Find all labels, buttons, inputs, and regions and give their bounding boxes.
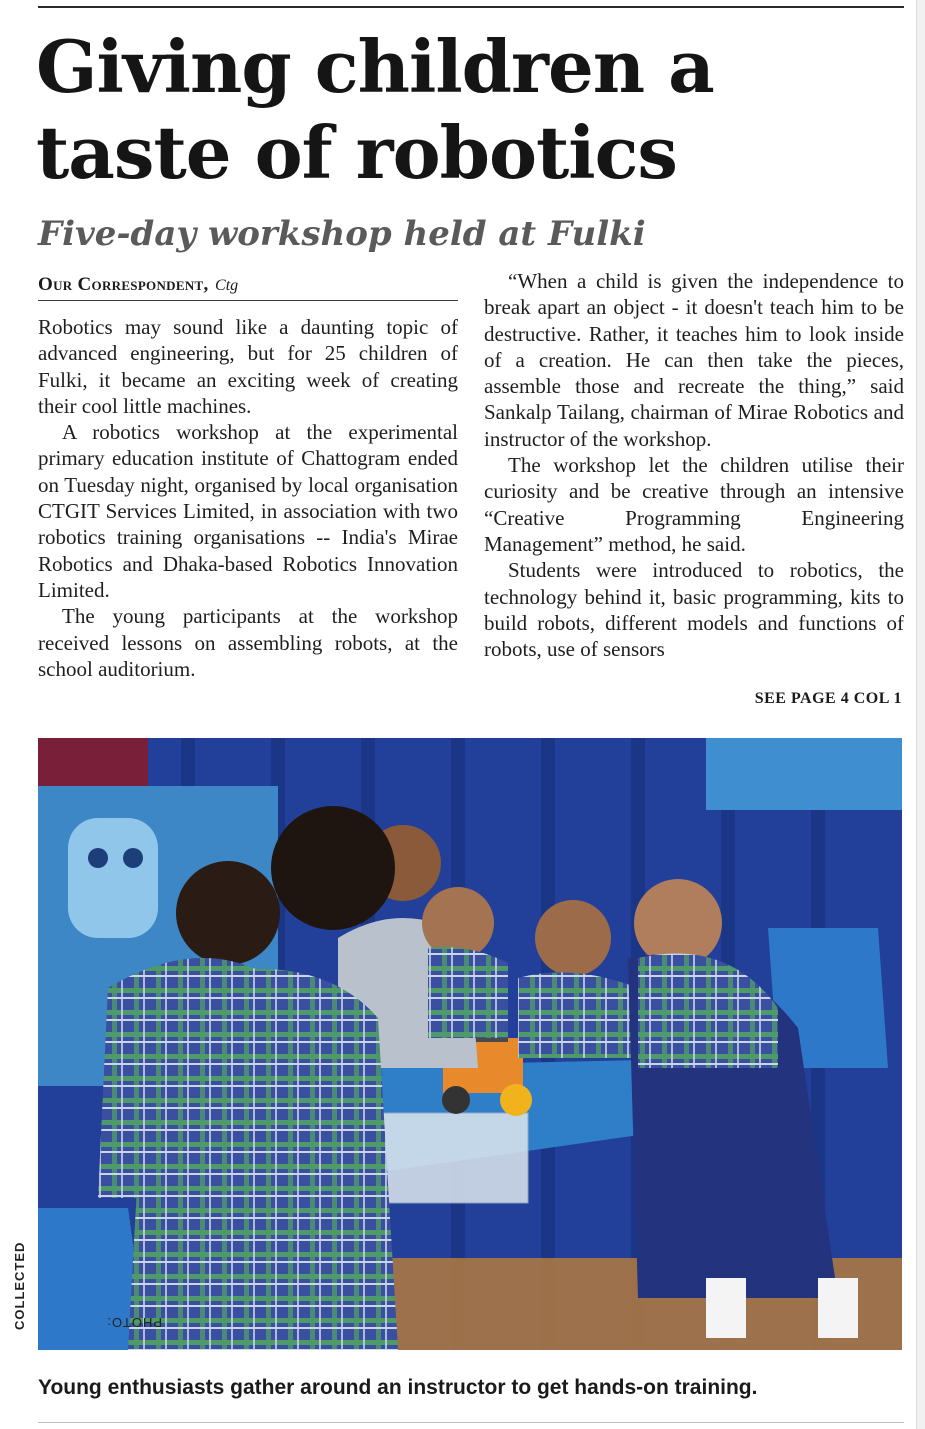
paragraph: The young participants at the workshop received lessons on assembling robots, at the school auditorium. [38, 604, 458, 681]
child [428, 947, 508, 1038]
headline: Giving children a taste of robotics [36, 24, 714, 195]
paragraph: “When a child is given the independence to break apart an object - it doesn't teach him to be destructive. Rather, it teaches him to look inside of a creation. He can then take the pieces, assemble those and recreate the thing,” said Sankalp Tailang, chairman of Mirae Robotics and instructor of the workshop. [484, 269, 904, 451]
article-column-right [484, 268, 904, 662]
paragraph: Robotics may sound like a daunting topic of advanced engineering, but for 25 children of Fulki, it became an exciting week of creating their cool little machines. [38, 315, 458, 418]
subheadline: Five-day workshop held at Fulki [38, 214, 646, 254]
top-rule [38, 6, 904, 8]
bottom-rule [38, 1422, 904, 1423]
paragraph: Students were introduced to robotics, the technology behind it, basic programming, kits to build robots, different models and functions of robots, use of sensors [484, 558, 904, 662]
page-edge [916, 0, 925, 1429]
continuation-jump: SEE PAGE 4 COL 1 [754, 690, 902, 707]
child [128, 969, 398, 1350]
news-photo [38, 738, 902, 1350]
paragraph: A robotics workshop at the experimental primary education institute of Chattogram ended on Tuesday night, organised by local organisation CTGIT Services Limited, in association with two robotics training organisations -- India's Mirae Robotics and Dhaka-based Robotics Innovation Limited. [38, 420, 458, 602]
photo-illustration [38, 738, 902, 1350]
info-sign [706, 738, 902, 810]
paragraph: The workshop let the children utilise their curiosity and be creative through an intensive “Creative Programming Engineering Management” method, he said. [484, 453, 904, 556]
article-column-left [38, 314, 458, 682]
photo-credit [12, 1180, 162, 1350]
byline [38, 272, 458, 301]
byline-place: Ctg [215, 277, 239, 294]
child [518, 972, 648, 1058]
byline-author: Our Correspondent, [38, 274, 209, 295]
photo-credit-prefix: PHOTO: [106, 1315, 162, 1330]
parts-box [378, 1113, 528, 1203]
photo-caption: Young enthusiasts gather around an instructor to get hands-on training. [38, 1376, 758, 1399]
photo-credit-source: COLLECTED [12, 1241, 27, 1330]
